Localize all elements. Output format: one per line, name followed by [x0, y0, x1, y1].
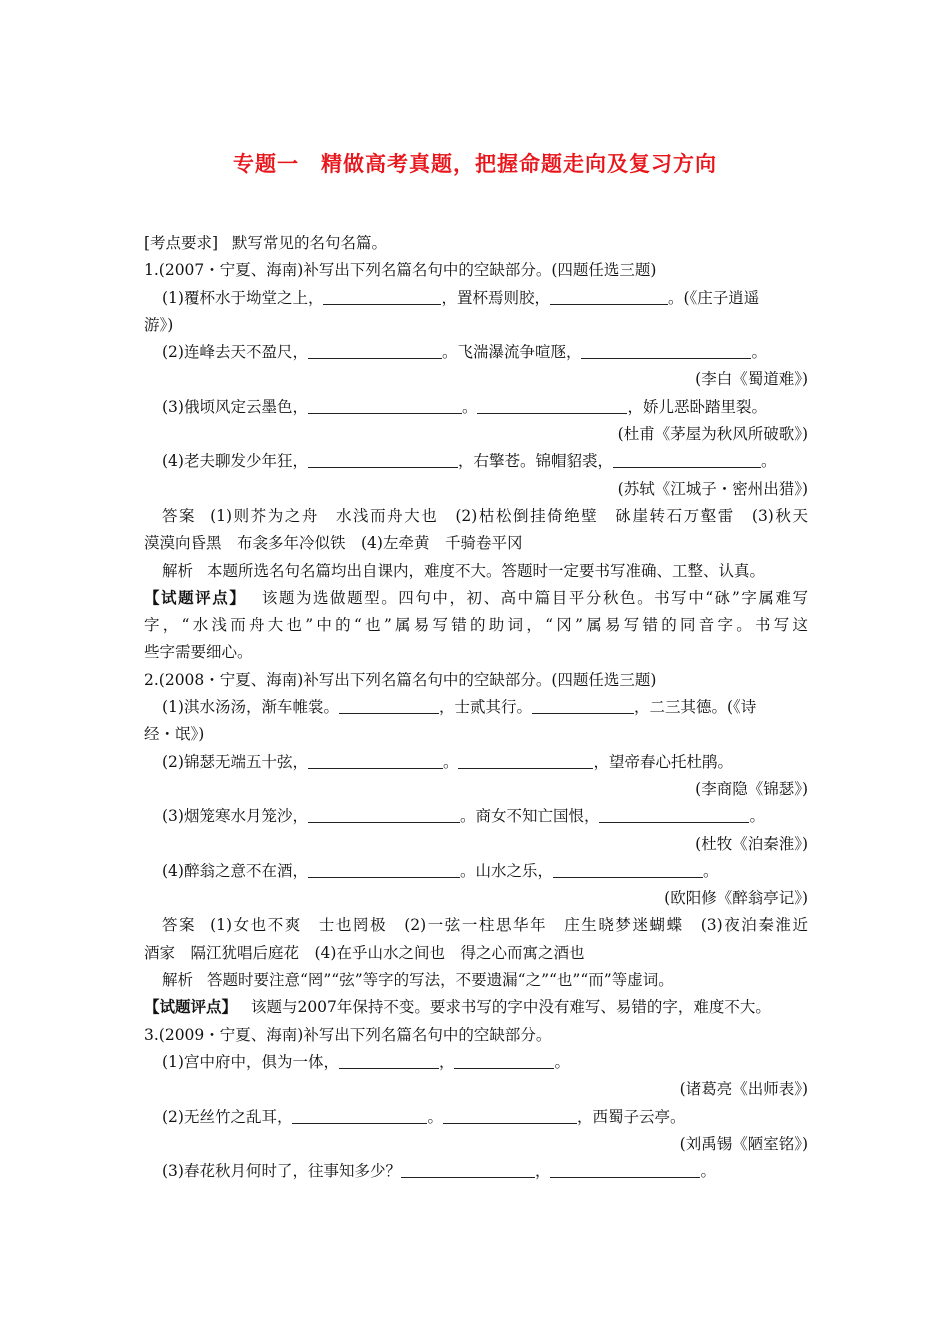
q3-item-3	[144, 1158, 808, 1185]
q2-answer-text-1: (1)女也不爽 士也罔极 (2)一弦一柱思华年 庄生晓梦迷蝴蝶 (3)夜泊秦淮近	[210, 916, 808, 935]
answer-blank[interactable]	[339, 1052, 439, 1069]
q2-evaluation-text-1: 该题与2007年保持不变。要求书写的字中没有难写、易错的字，难度不大。	[250, 998, 771, 1017]
answer-blank[interactable]	[599, 807, 749, 824]
q2-item-2-text-a: (2)锦瑟无端五十弦，	[162, 752, 308, 771]
q2-explanation	[144, 967, 808, 994]
q3-item-1-text-c: 。	[554, 1052, 570, 1071]
q1-item-2	[144, 339, 808, 366]
q2-item-1	[144, 694, 808, 721]
q1-item-1	[144, 285, 808, 312]
q3-item-1	[144, 1049, 808, 1076]
q2-item-2	[144, 749, 808, 776]
q2-item-3-source: (杜牧《泊秦淮》)	[695, 834, 808, 853]
question-2-heading: 2.(2008・宁夏、海南)补写出下列名篇名句中的空缺部分。(四题任选三题)	[144, 670, 657, 689]
answer-blank[interactable]	[550, 288, 668, 305]
q1-answer-text-1: (1)则芥为之舟 水浅而舟大也 (2)枯松倒挂倚绝壁 砯崖转石万壑雷 (3)秋天	[210, 506, 808, 525]
q2-item-2-text-c: ，望帝春心托杜鹃。	[593, 752, 733, 771]
answer-blank[interactable]	[550, 1162, 700, 1179]
page-title: 专题一 精做高考真题，把握命题走向及复习方向	[233, 152, 717, 176]
q1-item-2-source: (李白《蜀道难》)	[695, 370, 808, 389]
requirement-line	[144, 230, 808, 257]
q3-item-1-text-a: (1)宫中府中，俱为一体，	[162, 1052, 339, 1071]
q1-item-1-text-c: 。(《庄子逍遥	[667, 288, 760, 307]
q2-item-4-text-c: 。	[702, 861, 719, 880]
q1-answer-line-2: 漠漠向昏黑 布衾多年冷似铁 (4)左牵黄 千骑卷平冈	[144, 534, 523, 553]
answer-label: 答案	[162, 916, 197, 935]
answer-blank[interactable]	[613, 452, 761, 469]
q2-item-4-text-a: (4)醉翁之意不在酒，	[162, 861, 308, 880]
q2-item-4-source: (欧阳修《醉翁亭记》)	[664, 889, 808, 908]
answer-blank[interactable]	[339, 698, 439, 715]
q1-item-1-text-a: (1)覆杯水于坳堂之上，	[162, 288, 324, 307]
answer-blank[interactable]	[308, 343, 442, 360]
q3-item-3-text-c: 。	[700, 1162, 716, 1181]
q3-item-1-source: (诸葛亮《出师表》)	[679, 1080, 808, 1099]
question-3-heading: 3.(2009・宁夏、海南)补写出下列名篇名句中的空缺部分。	[144, 1025, 552, 1044]
q2-item-1-text-b: ，士贰其行。	[438, 698, 532, 717]
q2-item-4	[144, 858, 808, 885]
q3-item-3-text-b: ，	[534, 1162, 551, 1181]
evaluation-label: 【试题评点】	[144, 998, 238, 1017]
q1-item-3-source: (杜甫《茅屋为秋风所破歌》)	[617, 425, 808, 444]
answer-blank[interactable]	[553, 861, 703, 878]
q2-answer-line-2: 酒家 隔江犹唱后庭花 (4)在乎山水之间也 得之心而寓之酒也	[144, 943, 585, 962]
q2-item-1-text-a: (1)淇水汤汤，渐车帷裳。	[162, 698, 339, 717]
requirement-text: 默写常见的名句名篇。	[232, 234, 388, 252]
answer-blank[interactable]	[292, 1107, 427, 1124]
q1-item-4	[144, 448, 808, 475]
q3-item-2-source: (刘禹锡《陋室铭》)	[679, 1134, 808, 1153]
answer-blank[interactable]	[581, 343, 751, 360]
q1-item-3-text-c: ，娇儿恶卧踏里裂。	[627, 397, 767, 416]
q1-item-4-source: (苏轼《江城子・密州出猎》)	[617, 479, 808, 498]
q1-explanation	[144, 558, 808, 585]
answer-blank[interactable]	[477, 397, 627, 414]
question-1-heading: 1.(2007・宁夏、海南)补写出下列名篇名句中的空缺部分。(四题任选三题)	[144, 261, 657, 280]
q2-item-3-text-b: 。商女不知亡国恨，	[459, 807, 600, 826]
q2-answer-line-1	[144, 912, 808, 939]
q1-explanation-text: 本题所选名句名篇均出自课内，难度不大。答题时一定要书写准确、工整、认真。	[206, 561, 765, 580]
q3-item-2-text-b: 。	[427, 1107, 443, 1126]
answer-blank[interactable]	[308, 397, 462, 414]
q1-item-2-text-a: (2)连峰去天不盈尺，	[162, 343, 308, 362]
answer-blank[interactable]	[308, 861, 460, 878]
q1-item-1-continued: 游》)	[144, 315, 174, 334]
answer-blank[interactable]	[308, 452, 458, 469]
answer-label: 答案	[162, 506, 197, 525]
q2-item-1-text-c: ，二三其德。(《诗	[633, 698, 757, 717]
q3-item-2-text-c: ，西蜀子云亭。	[576, 1107, 686, 1126]
explanation-label: 解析	[162, 561, 194, 580]
q1-item-3	[144, 394, 808, 421]
q2-evaluation-line-1	[144, 994, 808, 1021]
q1-item-4-text-b: ，右擎苍。锦帽貂裘，	[457, 452, 613, 471]
q2-item-2-source: (李商隐《锦瑟》)	[695, 779, 808, 798]
answer-blank[interactable]	[532, 698, 634, 715]
q1-item-3-text-b: 。	[461, 397, 478, 416]
answer-blank[interactable]	[323, 288, 441, 305]
q2-item-3	[144, 803, 808, 830]
q1-item-3-text-a: (3)俄顷风定云墨色，	[162, 397, 308, 416]
q2-item-2-text-b: 。	[442, 752, 459, 771]
q3-item-2	[144, 1104, 808, 1131]
q3-item-2-text-a: (2)无丝竹之乱耳，	[162, 1107, 293, 1126]
answer-blank[interactable]	[308, 807, 460, 824]
q1-item-4-text-a: (4)老夫聊发少年狂，	[162, 452, 308, 471]
q2-item-1-continued: 经・氓》)	[144, 725, 205, 744]
q1-item-4-text-c: 。	[760, 452, 777, 471]
document-body	[144, 230, 808, 1185]
q1-item-1-text-b: ，置杯焉则胶，	[441, 288, 550, 307]
evaluation-label: 【试题评点】	[144, 588, 247, 607]
q1-evaluation-line-2: 字，“水浅而舟大也”中的“也”属易写错的助词，“冈”属易写错的同音字。书写这	[144, 616, 808, 635]
q1-answer-line-1	[144, 503, 808, 530]
q1-evaluation-line-1	[144, 585, 808, 612]
q3-item-3-text-a: (3)春花秋月何时了，往事知多少？	[162, 1162, 401, 1181]
explanation-label: 解析	[162, 971, 194, 990]
q2-item-3-text-c: 。	[749, 807, 765, 826]
answer-blank[interactable]	[401, 1162, 535, 1179]
q1-item-2-text-c: 。	[751, 343, 767, 362]
q2-explanation-text: 答题时要注意“罔”“弦”等字的写法，不要遗漏“之”“也”“而”等虚词。	[206, 971, 674, 990]
q3-item-1-text-b: ，	[438, 1052, 455, 1071]
q1-evaluation-text-1: 该题为选做题型。四句中，初、高中篇目平分秋色。书写中“砯”字属难写	[260, 588, 808, 607]
answer-blank[interactable]	[454, 1052, 554, 1069]
answer-blank[interactable]	[443, 1107, 577, 1124]
requirement-label: [考点要求]	[144, 234, 219, 252]
answer-blank[interactable]	[308, 752, 443, 769]
q1-evaluation-line-3: 些字需要细心。	[144, 643, 253, 662]
answer-blank[interactable]	[458, 752, 593, 769]
q2-item-3-text-a: (3)烟笼寒水月笼沙，	[162, 807, 308, 826]
q2-item-4-text-b: 。山水之乐，	[459, 861, 553, 880]
q1-item-2-text-b: 。飞湍瀑流争喧豗，	[441, 343, 582, 362]
